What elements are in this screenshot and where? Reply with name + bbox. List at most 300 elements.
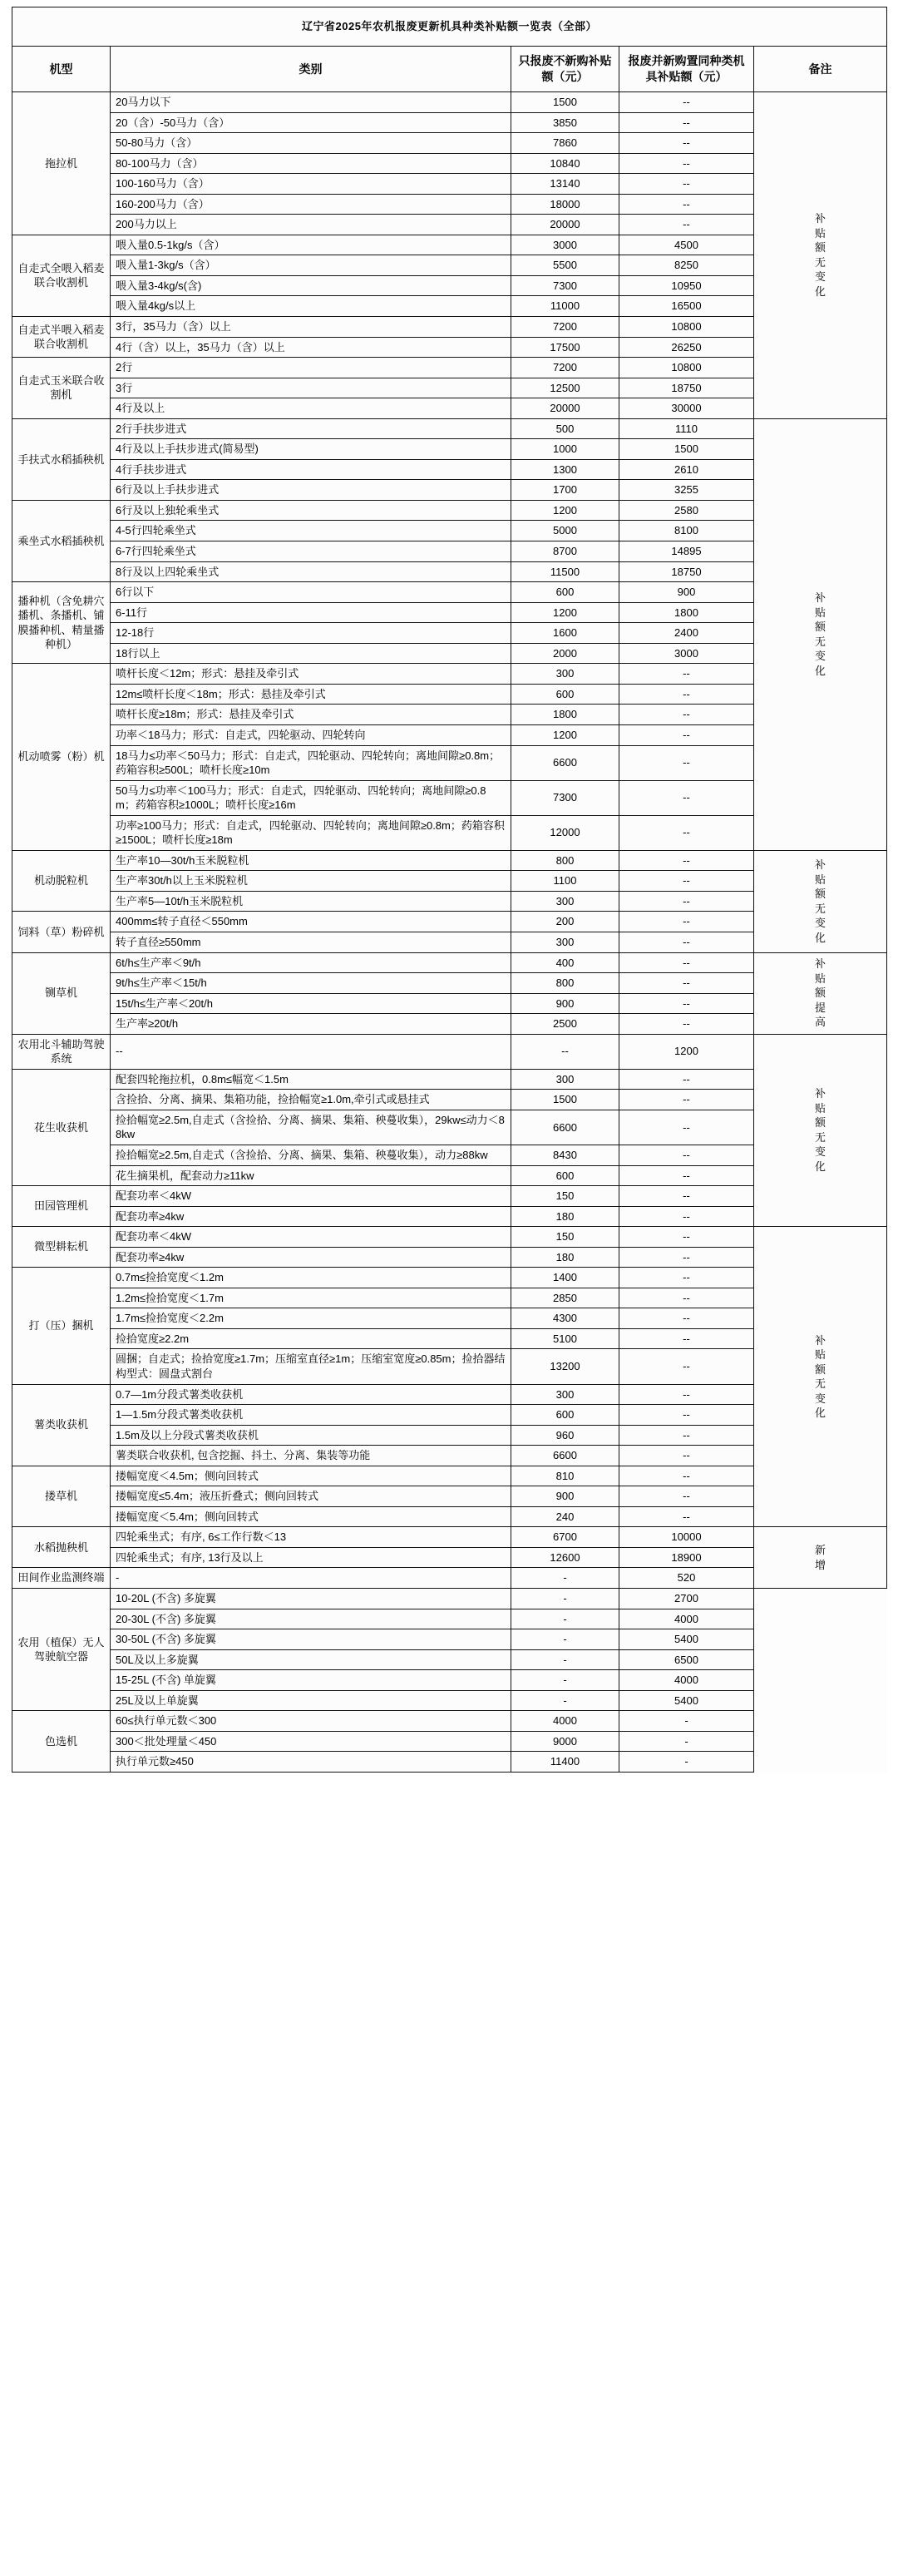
note-char: 额	[815, 1362, 826, 1376]
table-row	[12, 1711, 887, 1732]
scrap-and-buy-amount-cell: --	[619, 973, 754, 994]
scrap-only-amount-cell: 1100	[511, 871, 619, 892]
scrap-only-amount-cell: 600	[511, 582, 619, 603]
note-char: 贴	[815, 606, 826, 619]
scrap-only-amount-cell: 7860	[511, 133, 619, 154]
category-cell: 搂幅宽度＜4.5m；侧向回转式	[111, 1466, 511, 1486]
category-cell: 300＜批处理量＜450	[111, 1731, 511, 1752]
scrap-only-amount-cell: 900	[511, 993, 619, 1014]
scrap-only-amount-cell: 9000	[511, 1731, 619, 1752]
scrap-only-amount-cell: 1200	[511, 602, 619, 623]
scrap-only-amount-cell: 810	[511, 1466, 619, 1486]
scrap-and-buy-amount-cell: 18750	[619, 561, 754, 582]
scrap-only-amount-cell: 300	[511, 891, 619, 912]
scrap-only-amount-cell: 800	[511, 850, 619, 871]
scrap-and-buy-amount-cell: --	[619, 780, 754, 815]
machine-type-cell: 水稻抛秧机	[12, 1527, 111, 1568]
column-header-note: 备注	[754, 47, 887, 92]
scrap-only-amount-cell: 5500	[511, 255, 619, 276]
category-cell: 10-20L (不含) 多旋翼	[111, 1589, 511, 1609]
category-cell: 3行	[111, 378, 511, 398]
scrap-and-buy-amount-cell: --	[619, 1308, 754, 1329]
scrap-only-amount-cell: 300	[511, 932, 619, 952]
table-row	[12, 1034, 887, 1069]
category-cell: 功率≥100马力；形式：自走式，四轮驱动、四轮转向；离地间隙≥0.8m；药箱容积≥1500L；喷杆长度≥18m	[111, 815, 511, 850]
scrap-only-amount-cell: 5000	[511, 521, 619, 541]
note-char: 补	[815, 1087, 826, 1100]
category-cell: 6行以下	[111, 582, 511, 603]
table-row	[12, 1690, 887, 1711]
category-cell: 6行及以上独轮乘坐式	[111, 500, 511, 521]
category-cell: 400mm≤转子直径＜550mm	[111, 912, 511, 932]
category-cell: 4行（含）以上，35马力（含）以上	[111, 337, 511, 358]
scrap-and-buy-amount-cell: --	[619, 1506, 754, 1527]
scrap-only-amount-cell: 300	[511, 664, 619, 685]
scrap-only-amount-cell: 2850	[511, 1288, 619, 1308]
category-cell: -	[111, 1568, 511, 1589]
note-char: 化	[815, 1407, 826, 1420]
scrap-only-amount-cell: 1700	[511, 480, 619, 501]
note-char: 额	[815, 888, 826, 901]
scrap-and-buy-amount-cell: --	[619, 1446, 754, 1466]
note-char: 化	[815, 931, 826, 944]
note-char: 贴	[815, 1101, 826, 1115]
category-cell: 喂入量0.5-1kg/s（含）	[111, 235, 511, 255]
scrap-only-amount-cell: 800	[511, 973, 619, 994]
category-cell: 6-7行四轮乘坐式	[111, 541, 511, 562]
scrap-and-buy-amount-cell: --	[619, 1090, 754, 1110]
scrap-only-amount-cell: 200	[511, 912, 619, 932]
note-cell	[754, 952, 887, 1034]
note-cell	[754, 1034, 887, 1226]
scrap-only-amount-cell: 3850	[511, 112, 619, 133]
scrap-only-amount-cell: -	[511, 1589, 619, 1609]
note-char: 贴	[815, 873, 826, 886]
category-cell: 生产率30t/h以上玉米脱粒机	[111, 871, 511, 892]
note-char: 化	[815, 1160, 826, 1174]
scrap-only-amount-cell: 6600	[511, 1110, 619, 1145]
scrap-only-amount-cell: 6600	[511, 1446, 619, 1466]
category-cell: 捡拾幅宽≥2.5m,自走式（含捡拾、分离、摘果、集箱、秧蔓收集），动力≥88kw	[111, 1145, 511, 1165]
scrap-and-buy-amount-cell: --	[619, 952, 754, 973]
scrap-and-buy-amount-cell: 1500	[619, 439, 754, 460]
category-cell: 50马力≤功率＜100马力；形式：自走式，四轮驱动、四轮转向；离地间隙≥0.8m；药箱容积≥1000L；喷杆长度≥16m	[111, 780, 511, 815]
scrap-and-buy-amount-cell: 16500	[619, 296, 754, 317]
table-body	[12, 7, 887, 1773]
note-char: 增	[815, 1558, 826, 1571]
category-cell: 生产率5—10t/h玉米脱粒机	[111, 891, 511, 912]
scrap-only-amount-cell: 12600	[511, 1547, 619, 1568]
category-cell: 薯类联合收获机, 包含挖掘、抖土、分离、集装等功能	[111, 1446, 511, 1466]
scrap-only-amount-cell: 300	[511, 1384, 619, 1405]
scrap-only-amount-cell: 11500	[511, 561, 619, 582]
scrap-and-buy-amount-cell: --	[619, 912, 754, 932]
category-cell: --	[111, 1034, 511, 1069]
table-row	[12, 952, 887, 973]
scrap-only-amount-cell: 300	[511, 1069, 619, 1090]
scrap-and-buy-amount-cell: 5400	[619, 1690, 754, 1711]
note-cell	[754, 1527, 887, 1589]
scrap-and-buy-amount-cell: 8100	[619, 521, 754, 541]
machine-type-cell: 自走式玉米联合收割机	[12, 358, 111, 419]
note-cell	[754, 850, 887, 952]
scrap-only-amount-cell: 1000	[511, 439, 619, 460]
scrap-only-amount-cell: 3000	[511, 235, 619, 255]
scrap-and-buy-amount-cell: --	[619, 174, 754, 195]
scrap-and-buy-amount-cell: --	[619, 194, 754, 215]
scrap-only-amount-cell: 13200	[511, 1349, 619, 1384]
scrap-and-buy-amount-cell: --	[619, 1328, 754, 1349]
note-char: 补	[815, 858, 826, 871]
table-row	[12, 1589, 887, 1609]
scrap-and-buy-amount-cell: --	[619, 705, 754, 725]
scrap-only-amount-cell: -	[511, 1568, 619, 1589]
scrap-and-buy-amount-cell: --	[619, 871, 754, 892]
note-char: 化	[815, 664, 826, 677]
note-char: 无	[815, 255, 826, 269]
scrap-and-buy-amount-cell: 520	[619, 1568, 754, 1589]
table-row	[12, 1670, 887, 1691]
category-cell: 15t/h≤生产率＜20t/h	[111, 993, 511, 1014]
note-char: 变	[815, 1145, 826, 1159]
category-cell: 1.7m≤捡拾宽度＜2.2m	[111, 1308, 511, 1329]
category-cell: 捡拾宽度≥2.2m	[111, 1328, 511, 1349]
machine-type-cell: 手扶式水稻插秧机	[12, 418, 111, 500]
category-cell: 圆捆；自走式；捡拾宽度≥1.7m；压缩室直径≥1m；压缩室宽度≥0.85m；捡拾器结构型式：圆盘式割台	[111, 1349, 511, 1384]
machine-type-cell: 机动脱粒机	[12, 850, 111, 912]
scrap-and-buy-amount-cell: --	[619, 891, 754, 912]
scrap-only-amount-cell: 180	[511, 1247, 619, 1268]
category-cell: 喂入量1-3kg/s（含）	[111, 255, 511, 276]
machine-type-cell: 自走式半喂入稻麦联合收割机	[12, 317, 111, 358]
scrap-only-amount-cell: 4000	[511, 1711, 619, 1732]
table-row	[12, 1609, 887, 1629]
category-cell: 3行，35马力（含）以上	[111, 317, 511, 338]
category-cell: 搂幅宽度≤5.4m；液压折叠式；侧向回转式	[111, 1486, 511, 1507]
table-row	[12, 1527, 887, 1548]
machine-type-cell: 打（压）捆机	[12, 1268, 111, 1384]
scrap-only-amount-cell: 600	[511, 1165, 619, 1186]
category-cell: 喂入量3-4kg/s(含)	[111, 275, 511, 296]
scrap-and-buy-amount-cell: --	[619, 92, 754, 113]
table-row	[12, 1752, 887, 1773]
scrap-only-amount-cell: 10840	[511, 153, 619, 174]
scrap-only-amount-cell: 1500	[511, 92, 619, 113]
scrap-and-buy-amount-cell: --	[619, 993, 754, 1014]
scrap-and-buy-amount-cell: --	[619, 1349, 754, 1384]
scrap-and-buy-amount-cell: 4000	[619, 1609, 754, 1629]
scrap-and-buy-amount-cell: --	[619, 133, 754, 154]
scrap-only-amount-cell: 1200	[511, 500, 619, 521]
machine-type-cell: 色选机	[12, 1711, 111, 1773]
scrap-only-amount-cell: 17500	[511, 337, 619, 358]
note-char: 变	[815, 1392, 826, 1405]
category-cell: 80-100马力（含）	[111, 153, 511, 174]
scrap-and-buy-amount-cell: 2610	[619, 459, 754, 480]
scrap-only-amount-cell: 1300	[511, 459, 619, 480]
category-cell: 6-11行	[111, 602, 511, 623]
note-cell	[754, 92, 887, 419]
note-char: 额	[815, 621, 826, 634]
note-char: 变	[815, 270, 826, 284]
table-row	[12, 1629, 887, 1650]
category-cell: 4-5行四轮乘坐式	[111, 521, 511, 541]
category-cell: 12m≤喷杆长度＜18m；形式：悬挂及牵引式	[111, 684, 511, 705]
scrap-and-buy-amount-cell: 10800	[619, 358, 754, 378]
category-cell: 30-50L (不含) 多旋翼	[111, 1629, 511, 1650]
scrap-only-amount-cell: 5100	[511, 1328, 619, 1349]
scrap-only-amount-cell: 150	[511, 1227, 619, 1248]
scrap-and-buy-amount-cell: --	[619, 1014, 754, 1035]
scrap-only-amount-cell: 1600	[511, 623, 619, 644]
note-char: 补	[815, 957, 826, 971]
scrap-only-amount-cell: 900	[511, 1486, 619, 1507]
scrap-only-amount-cell: 6700	[511, 1527, 619, 1548]
scrap-only-amount-cell: -	[511, 1609, 619, 1629]
machine-type-cell: 微型耕耘机	[12, 1227, 111, 1268]
scrap-and-buy-amount-cell: --	[619, 1227, 754, 1248]
category-cell: 12-18行	[111, 623, 511, 644]
scrap-and-buy-amount-cell: --	[619, 1206, 754, 1227]
note-char: 提	[815, 1001, 826, 1014]
column-header-type: 机型	[12, 47, 111, 92]
category-cell: 0.7—1m分段式薯类收获机	[111, 1384, 511, 1405]
category-cell: 160-200马力（含）	[111, 194, 511, 215]
category-cell: 转子直径≥550mm	[111, 932, 511, 952]
category-cell: 生产率10—30t/h玉米脱粒机	[111, 850, 511, 871]
scrap-and-buy-amount-cell: 900	[619, 582, 754, 603]
scrap-only-amount-cell: 11400	[511, 1752, 619, 1773]
category-cell: 配套功率≥4kw	[111, 1247, 511, 1268]
category-cell: 含捡拾、分离、摘果、集箱功能，捡拾幅宽≥1.0m,牵引式或悬挂式	[111, 1090, 511, 1110]
scrap-only-amount-cell: 7300	[511, 780, 619, 815]
category-cell: 50L及以上多旋翼	[111, 1649, 511, 1670]
note-char: 化	[815, 284, 826, 298]
category-cell: 6行及以上手扶步进式	[111, 480, 511, 501]
scrap-and-buy-amount-cell: -	[619, 1711, 754, 1732]
machine-type-cell: 搂草机	[12, 1466, 111, 1527]
table-row	[12, 1227, 887, 1248]
scrap-only-amount-cell: -	[511, 1649, 619, 1670]
scrap-and-buy-amount-cell: 18900	[619, 1547, 754, 1568]
scrap-and-buy-amount-cell: --	[619, 850, 754, 871]
note-char: 补	[815, 1333, 826, 1347]
category-cell: 喷杆长度＜12m；形式：悬挂及牵引式	[111, 664, 511, 685]
category-cell: 配套四轮拖拉机，0.8m≤幅宽＜1.5m	[111, 1069, 511, 1090]
scrap-only-amount-cell: 20000	[511, 398, 619, 419]
scrap-and-buy-amount-cell: --	[619, 1110, 754, 1145]
scrap-only-amount-cell: 6600	[511, 745, 619, 780]
scrap-and-buy-amount-cell: --	[619, 1486, 754, 1507]
scrap-only-amount-cell: 2500	[511, 1014, 619, 1035]
machine-type-cell: 拖拉机	[12, 92, 111, 235]
scrap-and-buy-amount-cell: --	[619, 1466, 754, 1486]
category-cell: 60≤执行单元数＜300	[111, 1711, 511, 1732]
scrap-only-amount-cell: 2000	[511, 643, 619, 664]
scrap-and-buy-amount-cell: 10800	[619, 317, 754, 338]
scrap-and-buy-amount-cell: --	[619, 1069, 754, 1090]
note-char: 额	[815, 986, 826, 1000]
scrap-and-buy-amount-cell: --	[619, 745, 754, 780]
category-cell: 20-30L (不含) 多旋翼	[111, 1609, 511, 1629]
scrap-only-amount-cell: 8700	[511, 541, 619, 562]
note-char: 无	[815, 1130, 826, 1144]
category-cell: 捡拾幅宽≥2.5m,自走式（含捡拾、分离、摘果、集箱、秧蔓收集），29kw≤动力＜88kw	[111, 1110, 511, 1145]
category-cell: 100-160马力（含）	[111, 174, 511, 195]
scrap-and-buy-amount-cell: 14895	[619, 541, 754, 562]
column-header-scrap-and-buy: 报废并新购置同种类机具补贴额（元）	[619, 47, 754, 92]
note-char: 变	[815, 917, 826, 930]
scrap-only-amount-cell: 4300	[511, 1308, 619, 1329]
scrap-and-buy-amount-cell: 4000	[619, 1670, 754, 1691]
note-char: 额	[815, 241, 826, 255]
category-cell: 4行及以上手扶步进式(简易型)	[111, 439, 511, 460]
scrap-and-buy-amount-cell: --	[619, 1384, 754, 1405]
scrap-only-amount-cell: 240	[511, 1506, 619, 1527]
scrap-and-buy-amount-cell: 4500	[619, 235, 754, 255]
scrap-and-buy-amount-cell: 2400	[619, 623, 754, 644]
scrap-only-amount-cell: 1500	[511, 1090, 619, 1110]
scrap-and-buy-amount-cell: --	[619, 1425, 754, 1446]
category-cell: 花生摘果机，配套动力≥11kw	[111, 1165, 511, 1186]
scrap-only-amount-cell: 600	[511, 1405, 619, 1426]
category-cell: 15-25L (不含) 单旋翼	[111, 1670, 511, 1691]
scrap-only-amount-cell: -	[511, 1629, 619, 1650]
category-cell: 20（含）-50马力（含）	[111, 112, 511, 133]
note-cell	[754, 418, 887, 850]
scrap-and-buy-amount-cell: 3255	[619, 480, 754, 501]
scrap-only-amount-cell: 150	[511, 1186, 619, 1207]
scrap-and-buy-amount-cell: 10000	[619, 1527, 754, 1548]
table-header-row	[12, 47, 887, 92]
category-cell: 配套功率≥4kw	[111, 1206, 511, 1227]
scrap-and-buy-amount-cell: --	[619, 1165, 754, 1186]
scrap-and-buy-amount-cell: 6500	[619, 1649, 754, 1670]
machine-type-cell: 花生收获机	[12, 1069, 111, 1185]
category-cell: 四轮乘坐式；有序, 6≤工作行数＜13	[111, 1527, 511, 1548]
scrap-only-amount-cell: 18000	[511, 194, 619, 215]
category-cell: 18行以上	[111, 643, 511, 664]
machine-type-cell: 乘坐式水稻插秧机	[12, 500, 111, 581]
scrap-only-amount-cell: 1400	[511, 1268, 619, 1288]
category-cell: 6t/h≤生产率＜9t/h	[111, 952, 511, 973]
category-cell: 1.2m≤捡拾宽度＜1.7m	[111, 1288, 511, 1308]
machine-type-cell: 饲料（草）粉碎机	[12, 912, 111, 952]
scrap-only-amount-cell: 960	[511, 1425, 619, 1446]
scrap-only-amount-cell: 400	[511, 952, 619, 973]
scrap-and-buy-amount-cell: --	[619, 815, 754, 850]
category-cell: 200马力以上	[111, 215, 511, 235]
scrap-and-buy-amount-cell: --	[619, 1268, 754, 1288]
scrap-and-buy-amount-cell: 1110	[619, 418, 754, 439]
scrap-and-buy-amount-cell: --	[619, 1145, 754, 1165]
category-cell: 4行及以上	[111, 398, 511, 419]
table-row	[12, 850, 887, 871]
note-char: 无	[815, 1377, 826, 1391]
title-row	[12, 7, 887, 47]
category-cell: 0.7m≤捡拾宽度＜1.2m	[111, 1268, 511, 1288]
scrap-and-buy-amount-cell: --	[619, 932, 754, 952]
category-cell: 1.5m及以上分段式薯类收获机	[111, 1425, 511, 1446]
note-char: 高	[815, 1016, 826, 1029]
scrap-only-amount-cell: 1200	[511, 724, 619, 745]
note-char: 贴	[815, 972, 826, 985]
scrap-and-buy-amount-cell: 2700	[619, 1589, 754, 1609]
category-cell: 执行单元数≥450	[111, 1752, 511, 1773]
note-char: 贴	[815, 1348, 826, 1362]
scrap-and-buy-amount-cell: --	[619, 664, 754, 685]
note-char: 无	[815, 635, 826, 648]
scrap-and-buy-amount-cell: 1200	[619, 1034, 754, 1069]
scrap-and-buy-amount-cell: 18750	[619, 378, 754, 398]
table-row	[12, 1731, 887, 1752]
category-cell: 1—1.5m分段式薯类收获机	[111, 1405, 511, 1426]
category-cell: 4行手扶步进式	[111, 459, 511, 480]
category-cell: 2行	[111, 358, 511, 378]
scrap-and-buy-amount-cell: 8250	[619, 255, 754, 276]
scrap-and-buy-amount-cell: 30000	[619, 398, 754, 419]
note-char: 额	[815, 1116, 826, 1130]
subsidy-table	[12, 7, 887, 1773]
scrap-only-amount-cell: 13140	[511, 174, 619, 195]
machine-type-cell: 播种机（含免耕穴播机、条播机、铺膜播种机、精量播种机）	[12, 582, 111, 664]
scrap-and-buy-amount-cell: --	[619, 215, 754, 235]
category-cell: 18马力≤功率＜50马力；形式：自走式，四轮驱动、四轮转向；离地间隙≥0.8m；药箱容积≥500L；喷杆长度≥10m	[111, 745, 511, 780]
scrap-only-amount-cell: 20000	[511, 215, 619, 235]
column-header-scrap-only: 只报废不新购补贴额（元）	[511, 47, 619, 92]
scrap-and-buy-amount-cell: --	[619, 1186, 754, 1207]
table-row	[12, 1649, 887, 1670]
scrap-only-amount-cell: -	[511, 1670, 619, 1691]
category-cell: 9t/h≤生产率＜15t/h	[111, 973, 511, 994]
scrap-and-buy-amount-cell: -	[619, 1752, 754, 1773]
note-char: 补	[815, 212, 826, 225]
scrap-and-buy-amount-cell: --	[619, 1405, 754, 1426]
page-title: 辽宁省2025年农机报废更新机具种类补贴额一览表（全部）	[12, 7, 887, 47]
scrap-only-amount-cell: 600	[511, 684, 619, 705]
scrap-and-buy-amount-cell: --	[619, 724, 754, 745]
scrap-and-buy-amount-cell: --	[619, 153, 754, 174]
category-cell: 25L及以上单旋翼	[111, 1690, 511, 1711]
scrap-and-buy-amount-cell: 2580	[619, 500, 754, 521]
scrap-only-amount-cell: 7300	[511, 275, 619, 296]
scrap-only-amount-cell: --	[511, 1034, 619, 1069]
note-char: 无	[815, 902, 826, 915]
category-cell: 8行及以上四轮乘坐式	[111, 561, 511, 582]
machine-type-cell: 机动喷雾（粉）机	[12, 664, 111, 850]
scrap-and-buy-amount-cell: --	[619, 684, 754, 705]
machine-type-cell: 田园管理机	[12, 1186, 111, 1227]
scrap-only-amount-cell: 12500	[511, 378, 619, 398]
scrap-and-buy-amount-cell: 1800	[619, 602, 754, 623]
note-char: 新	[815, 1544, 826, 1557]
scrap-only-amount-cell: 11000	[511, 296, 619, 317]
scrap-and-buy-amount-cell: --	[619, 1288, 754, 1308]
note-char: 变	[815, 650, 826, 663]
scrap-and-buy-amount-cell: --	[619, 112, 754, 133]
note-cell	[754, 1227, 887, 1527]
category-cell: 喷杆长度≥18m；形式：悬挂及牵引式	[111, 705, 511, 725]
column-header-category: 类别	[111, 47, 511, 92]
machine-type-cell: 农用（植保）无人驾驶航空器	[12, 1589, 111, 1711]
machine-type-cell: 田间作业监测终端	[12, 1568, 111, 1589]
category-cell: 2行手扶步进式	[111, 418, 511, 439]
machine-type-cell: 自走式全喂入稻麦联合收割机	[12, 235, 111, 316]
table-row	[12, 418, 887, 439]
machine-type-cell: 铡草机	[12, 952, 111, 1034]
scrap-and-buy-amount-cell: 10950	[619, 275, 754, 296]
scrap-and-buy-amount-cell: --	[619, 1247, 754, 1268]
